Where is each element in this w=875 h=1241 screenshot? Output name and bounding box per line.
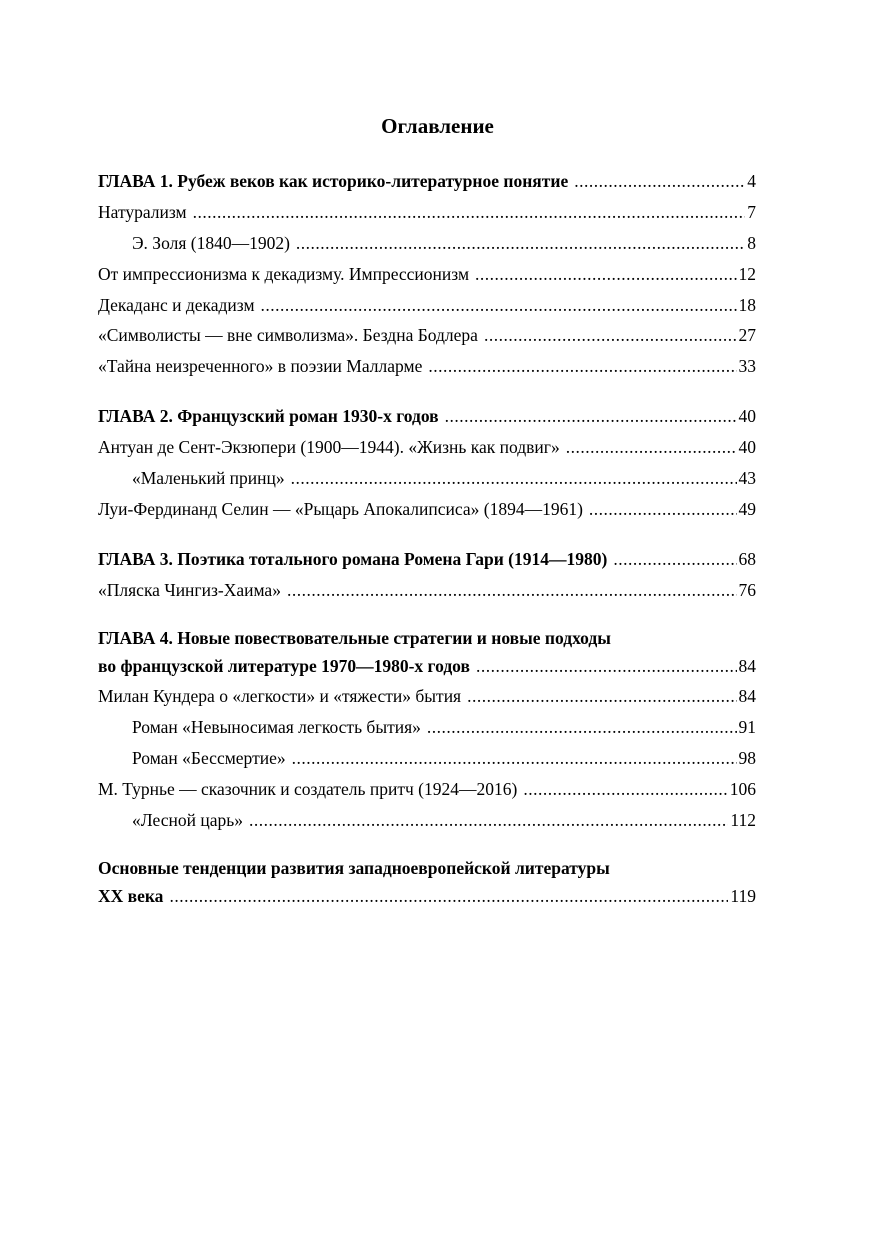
dot-leader xyxy=(523,774,727,805)
toc-entry xyxy=(98,351,756,382)
page-number: 76 xyxy=(738,579,756,600)
dot-leader xyxy=(613,544,736,575)
dot-leader xyxy=(475,259,736,290)
toc-entry xyxy=(98,743,756,774)
page-number: 27 xyxy=(738,325,756,346)
toc-chapter-entry xyxy=(98,651,756,682)
entry-title: «Символисты — вне символизма». Бездна Бодлера xyxy=(98,325,478,346)
entry-title: XX века xyxy=(98,885,164,906)
toc-group xyxy=(98,166,756,382)
entry-title: Роман «Невыносимая легкость бытия» xyxy=(132,717,421,738)
entry-title: Милан Кундера о «легкости» и «тяжести» бытия xyxy=(98,686,462,707)
dot-leader xyxy=(428,351,736,382)
page-number: 18 xyxy=(738,294,756,315)
page-number: 91 xyxy=(738,717,756,738)
table-of-contents xyxy=(98,166,756,931)
entry-title: Декаданс и декадизм xyxy=(98,294,255,315)
entry-title: От импрессионизма к декадизму. Импрессионизм xyxy=(98,263,470,284)
page-number: 40 xyxy=(738,406,756,427)
entry-title: «Маленький принц» xyxy=(132,468,285,489)
toc-entry xyxy=(98,197,756,228)
toc-entry xyxy=(98,575,756,606)
entry-title: Роман «Бессмертие» xyxy=(132,748,286,769)
dot-leader xyxy=(261,290,737,321)
page-number: 33 xyxy=(738,356,756,377)
dot-leader xyxy=(566,432,737,463)
toc-entry xyxy=(98,681,756,712)
dot-leader xyxy=(296,228,745,259)
toc-chapter-entry xyxy=(98,166,756,197)
dot-leader xyxy=(476,651,737,682)
page-number: 49 xyxy=(738,498,756,519)
dot-leader xyxy=(427,712,737,743)
toc-group xyxy=(98,401,756,525)
dot-leader xyxy=(467,681,736,712)
page-number: 119 xyxy=(730,885,756,906)
toc-entry xyxy=(98,494,756,525)
dot-leader xyxy=(445,401,737,432)
dot-leader xyxy=(484,320,737,351)
page-title: Оглавление xyxy=(381,114,494,138)
dot-leader xyxy=(291,463,737,494)
toc-group xyxy=(98,625,756,836)
entry-title: «Тайна неизреченного» в поэзии Малларме xyxy=(98,356,423,377)
entry-title: ГЛАВА 1. Рубеж веков как историко-литературное понятие xyxy=(98,171,569,191)
entry-title: ГЛАВА 2. Французский роман 1930-х годов xyxy=(98,406,439,427)
page-number: 40 xyxy=(738,437,756,458)
dot-leader xyxy=(169,881,728,912)
dot-leader xyxy=(193,197,746,228)
toc-chapter-entry xyxy=(98,401,756,432)
page-number: 106 xyxy=(729,779,756,800)
entry-title: «Пляска Чингиз-Хаима» xyxy=(98,579,281,600)
dot-leader xyxy=(574,166,745,197)
toc-entry xyxy=(98,805,756,836)
chapter-heading-line: ГЛАВА 4. Новые повествовательные стратегии и новые подходы xyxy=(98,627,611,648)
toc-entry xyxy=(98,463,756,494)
toc-chapter-entry xyxy=(98,544,756,575)
entry-title: Антуан де Сент-Экзюпери (1900—1944). «Жизнь как подвиг» xyxy=(98,437,560,458)
entry-title: Э. Золя (1840—1902) xyxy=(132,232,290,253)
page-number: 84 xyxy=(738,655,756,676)
entry-title: ГЛАВА 3. Поэтика тотального романа Ромена Гари (1914—1980) xyxy=(98,548,608,569)
page-number: 68 xyxy=(738,548,756,569)
page-number: 12 xyxy=(738,263,756,284)
page-number: 112 xyxy=(730,810,756,831)
toc-entry xyxy=(98,290,756,321)
toc-entry xyxy=(98,774,756,805)
page-number: 84 xyxy=(738,686,756,707)
page-number: 43 xyxy=(738,468,756,489)
dot-leader xyxy=(287,575,737,606)
dot-leader xyxy=(292,743,737,774)
toc-entry xyxy=(98,320,756,351)
page-number: 4 xyxy=(747,171,756,191)
toc-entry xyxy=(98,228,756,259)
toc-entry xyxy=(98,259,756,290)
dot-leader xyxy=(249,805,728,836)
toc-entry xyxy=(98,712,756,743)
dot-leader xyxy=(589,494,737,525)
entry-title: «Лесной царь» xyxy=(132,810,243,831)
entry-title: М. Турнье — сказочник и создатель притч (1924—2016) xyxy=(98,779,518,800)
entry-title: Натурализм xyxy=(98,201,187,222)
chapter-heading-line: Основные тенденции развития западноевропейской литературы xyxy=(98,857,610,878)
entry-title: Луи-Фердинанд Селин — «Рыцарь Апокалипсиса» (1894—1961) xyxy=(98,498,583,519)
toc-entry xyxy=(98,432,756,463)
page-number: 7 xyxy=(747,201,756,222)
toc-group xyxy=(98,855,756,912)
toc-group xyxy=(98,544,756,606)
page-number: 8 xyxy=(747,232,756,253)
page-number: 98 xyxy=(738,748,756,769)
entry-title: во французской литературе 1970—1980-х годов xyxy=(98,655,470,676)
toc-chapter-entry xyxy=(98,881,756,912)
